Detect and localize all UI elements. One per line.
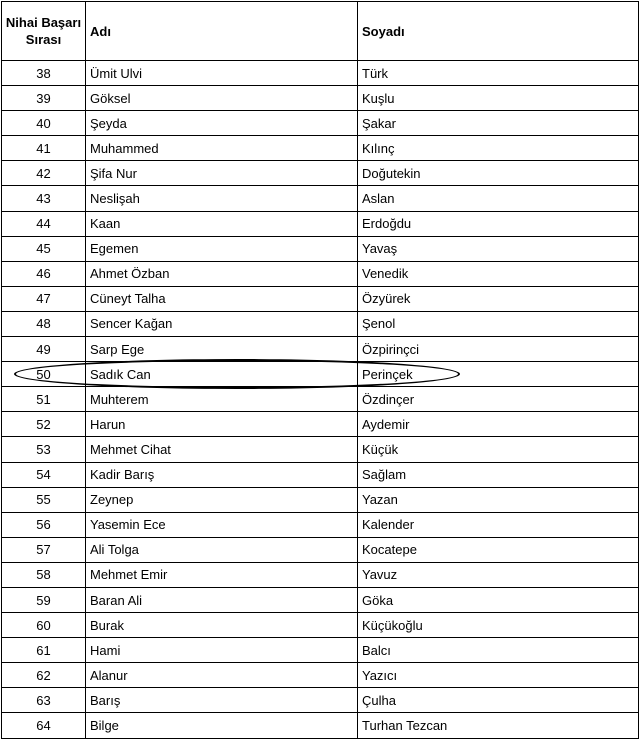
rank-cell: 40 xyxy=(2,111,86,136)
rank-cell: 46 xyxy=(2,261,86,286)
table-row xyxy=(2,86,639,111)
table-row xyxy=(2,688,639,713)
table-row xyxy=(2,487,639,512)
name-cell: Kaan xyxy=(86,211,358,236)
rank-column-header: Nihai Başarı Sırası xyxy=(2,2,86,61)
name-cell: Hami xyxy=(86,638,358,663)
surname-cell: Erdoğdu xyxy=(358,211,639,236)
rank-cell: 48 xyxy=(2,311,86,336)
table-row xyxy=(2,211,639,236)
surname-cell: Turhan Tezcan xyxy=(358,713,639,738)
surname-cell: Özpirinçci xyxy=(358,337,639,362)
rank-cell: 62 xyxy=(2,663,86,688)
table-row xyxy=(2,387,639,412)
rank-cell: 59 xyxy=(2,587,86,612)
surname-cell: Yazıcı xyxy=(358,663,639,688)
header-row xyxy=(2,2,639,61)
surname-cell: Yazan xyxy=(358,487,639,512)
rank-cell: 53 xyxy=(2,437,86,462)
surname-cell: Küçük xyxy=(358,437,639,462)
name-cell: Harun xyxy=(86,412,358,437)
surname-cell: Küçükoğlu xyxy=(358,613,639,638)
name-cell: Sadık Can xyxy=(86,362,358,387)
rank-cell: 38 xyxy=(2,61,86,86)
table-row xyxy=(2,512,639,537)
rank-cell: 58 xyxy=(2,562,86,587)
rank-cell: 61 xyxy=(2,638,86,663)
name-cell: Şifa Nur xyxy=(86,161,358,186)
results-table xyxy=(1,1,639,739)
surname-column-header: Soyadı xyxy=(358,2,639,61)
name-cell: Ali Tolga xyxy=(86,537,358,562)
surname-cell: Kılınç xyxy=(358,136,639,161)
rank-cell: 52 xyxy=(2,412,86,437)
name-cell: Muhterem xyxy=(86,387,358,412)
table-row xyxy=(2,136,639,161)
name-cell: Alanur xyxy=(86,663,358,688)
name-cell: Baran Ali xyxy=(86,587,358,612)
table-row xyxy=(2,261,639,286)
name-cell: Ahmet Özban xyxy=(86,261,358,286)
name-cell: Burak xyxy=(86,613,358,638)
name-cell: Kadir Barış xyxy=(86,462,358,487)
rank-cell: 45 xyxy=(2,236,86,261)
rank-cell: 49 xyxy=(2,337,86,362)
name-cell: Sencer Kağan xyxy=(86,311,358,336)
table-row xyxy=(2,337,639,362)
name-cell: Şeyda xyxy=(86,111,358,136)
rank-cell: 43 xyxy=(2,186,86,211)
surname-cell: Yavaş xyxy=(358,236,639,261)
name-cell: Sarp Ege xyxy=(86,337,358,362)
surname-cell: Türk xyxy=(358,61,639,86)
rank-cell: 56 xyxy=(2,512,86,537)
rank-cell: 42 xyxy=(2,161,86,186)
name-column-header: Adı xyxy=(86,2,358,61)
rank-cell: 47 xyxy=(2,286,86,311)
rank-cell: 50 xyxy=(2,362,86,387)
table-row xyxy=(2,562,639,587)
rank-cell: 39 xyxy=(2,86,86,111)
name-cell: Zeynep xyxy=(86,487,358,512)
rank-cell: 51 xyxy=(2,387,86,412)
surname-cell: Venedik xyxy=(358,261,639,286)
table-row xyxy=(2,236,639,261)
table-row xyxy=(2,613,639,638)
surname-cell: Şenol xyxy=(358,311,639,336)
name-cell: Bilge xyxy=(86,713,358,738)
rank-cell: 64 xyxy=(2,713,86,738)
table-row xyxy=(2,537,639,562)
rank-cell: 57 xyxy=(2,537,86,562)
table-row xyxy=(2,186,639,211)
name-cell: Egemen xyxy=(86,236,358,261)
table-row xyxy=(2,437,639,462)
surname-cell: Doğutekin xyxy=(358,161,639,186)
surname-cell: Göka xyxy=(358,587,639,612)
surname-cell: Sağlam xyxy=(358,462,639,487)
rank-cell: 54 xyxy=(2,462,86,487)
table-row xyxy=(2,587,639,612)
rank-cell: 44 xyxy=(2,211,86,236)
rank-cell: 55 xyxy=(2,487,86,512)
table-row xyxy=(2,638,639,663)
surname-cell: Balcı xyxy=(358,638,639,663)
surname-cell: Özdinçer xyxy=(358,387,639,412)
table-row xyxy=(2,462,639,487)
name-cell: Mehmet Emir xyxy=(86,562,358,587)
name-cell: Muhammed xyxy=(86,136,358,161)
rank-cell: 41 xyxy=(2,136,86,161)
table-row xyxy=(2,61,639,86)
table-row xyxy=(2,161,639,186)
table-row xyxy=(2,111,639,136)
name-cell: Ümit Ulvi xyxy=(86,61,358,86)
surname-cell: Çulha xyxy=(358,688,639,713)
table-row xyxy=(2,286,639,311)
name-cell: Cüneyt Talha xyxy=(86,286,358,311)
table-body xyxy=(2,61,639,739)
name-cell: Yasemin Ece xyxy=(86,512,358,537)
name-cell: Neslişah xyxy=(86,186,358,211)
name-cell: Barış xyxy=(86,688,358,713)
table-row xyxy=(2,713,639,738)
surname-cell: Kalender xyxy=(358,512,639,537)
surname-cell: Kocatepe xyxy=(358,537,639,562)
surname-cell: Yavuz xyxy=(358,562,639,587)
rank-cell: 60 xyxy=(2,613,86,638)
rank-cell: 63 xyxy=(2,688,86,713)
surname-cell: Özyürek xyxy=(358,286,639,311)
surname-cell: Aydemir xyxy=(358,412,639,437)
surname-cell: Şakar xyxy=(358,111,639,136)
name-cell: Mehmet Cihat xyxy=(86,437,358,462)
surname-cell: Kuşlu xyxy=(358,86,639,111)
table-row xyxy=(2,311,639,336)
table-row xyxy=(2,362,639,387)
name-cell: Göksel xyxy=(86,86,358,111)
table-row xyxy=(2,663,639,688)
surname-cell: Perinçek xyxy=(358,362,639,387)
surname-cell: Aslan xyxy=(358,186,639,211)
table-row xyxy=(2,412,639,437)
